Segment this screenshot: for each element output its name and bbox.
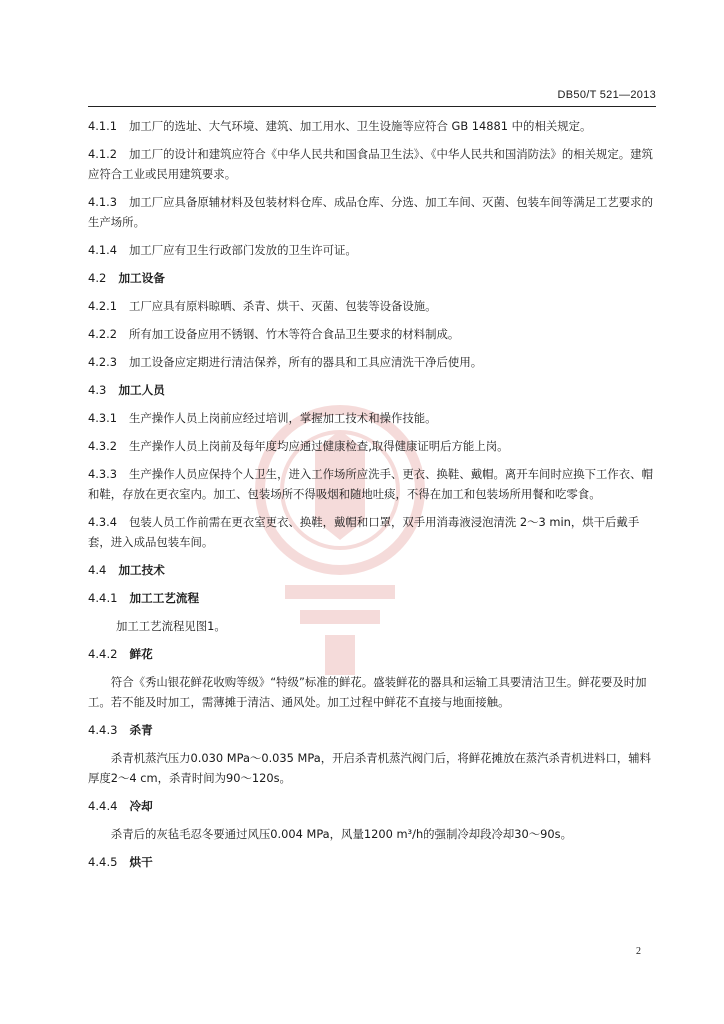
clause: 4.2.1 工厂应具有原料晾晒、杀青、烘干、灭菌、包装等设备设施。 bbox=[88, 299, 437, 313]
body-paragraph: 杀青后的灰毡毛忍冬要通过风压0.004 MPa，风量1200 m³/h的强制冷却段冷却30～90s。 bbox=[110, 827, 572, 841]
clause: 4.1.2 加工厂的设计和建筑应符合《中华人民共和国食品卫生法》、《中华人民共和国消防法》的相关规定。建筑应符合工业或民用建筑要求。 bbox=[88, 147, 653, 181]
subsection-heading: 4.4.3 杀青 bbox=[88, 723, 153, 737]
clause: 4.1.4 加工厂应有卫生行政部门发放的卫生许可证。 bbox=[88, 243, 357, 257]
clause: 4.3.3 生产操作人员应保持个人卫生，进入工作场所应洗手、更衣、换鞋、戴帽。离开车间时应换下工作衣、帽和鞋，存放在更衣室内。加工、包装场所不得吸烟和随地吐痰，不得在加工和包装场所用餐和吃零食。 bbox=[88, 467, 653, 501]
document-body bbox=[88, 116, 658, 880]
body-paragraph: 加工工艺流程见图1。 bbox=[116, 619, 226, 633]
document-code: DB50/T 521—2013 bbox=[557, 89, 656, 101]
clause: 4.3.2 生产操作人员上岗前及每年度均应通过健康检查,取得健康证明后方能上岗。 bbox=[88, 439, 509, 453]
subsection-heading: 4.4.5 烘干 bbox=[88, 855, 153, 869]
subsection-heading: 4.4.1 加工工艺流程 bbox=[88, 591, 200, 605]
clause: 4.3.1 生产操作人员上岗前应经过培训，掌握加工技术和操作技能。 bbox=[88, 411, 437, 425]
header-rule bbox=[88, 106, 656, 107]
section-heading: 4.4 加工技术 bbox=[88, 563, 165, 577]
clause: 4.1.1 加工厂的选址、大气环境、建筑、加工用水、卫生设施等应符合 GB 14881 中的相关规定。 bbox=[88, 119, 592, 133]
section-heading: 4.3 加工人员 bbox=[88, 383, 165, 397]
section-heading: 4.2 加工设备 bbox=[88, 271, 165, 285]
clause: 4.2.2 所有加工设备应用不锈钢、竹木等符合食品卫生要求的材料制成。 bbox=[88, 327, 460, 341]
page-number: 2 bbox=[636, 946, 641, 957]
clause: 4.2.3 加工设备应定期进行清洁保养，所有的器具和工具应清洗干净后使用。 bbox=[88, 355, 483, 369]
body-paragraph: 杀青机蒸汽压力0.030 MPa～0.035 MPa，开启杀青机蒸汽阀门后，将鲜花摊放在蒸汽杀青机进料口，辅料厚度2～4 cm，杀青时间为90～120s。 bbox=[88, 751, 652, 785]
subsection-heading: 4.4.2 鲜花 bbox=[88, 647, 153, 661]
body-paragraph: 符合《秀山银花鲜花收购等级》“特级”标准的鲜花。盛装鲜花的器具和运输工具要清洁卫生。鲜花要及时加工。若不能及时加工，需薄摊于清洁、通风处。加工过程中鲜花不直接与地面接触。 bbox=[88, 675, 647, 709]
clause: 4.1.3 加工厂应具备原辅材料及包装材料仓库、成品仓库、分选、加工车间、灭菌、包装车间等满足工艺要求的生产场所。 bbox=[88, 195, 653, 229]
subsection-heading: 4.4.4 冷却 bbox=[88, 799, 153, 813]
clause: 4.3.4 包装人员工作前需在更衣室更衣、换鞋，戴帽和口罩，双手用消毒液浸泡清洗 2～3 min，烘干后戴手套，进入成品包装车间。 bbox=[88, 515, 640, 549]
